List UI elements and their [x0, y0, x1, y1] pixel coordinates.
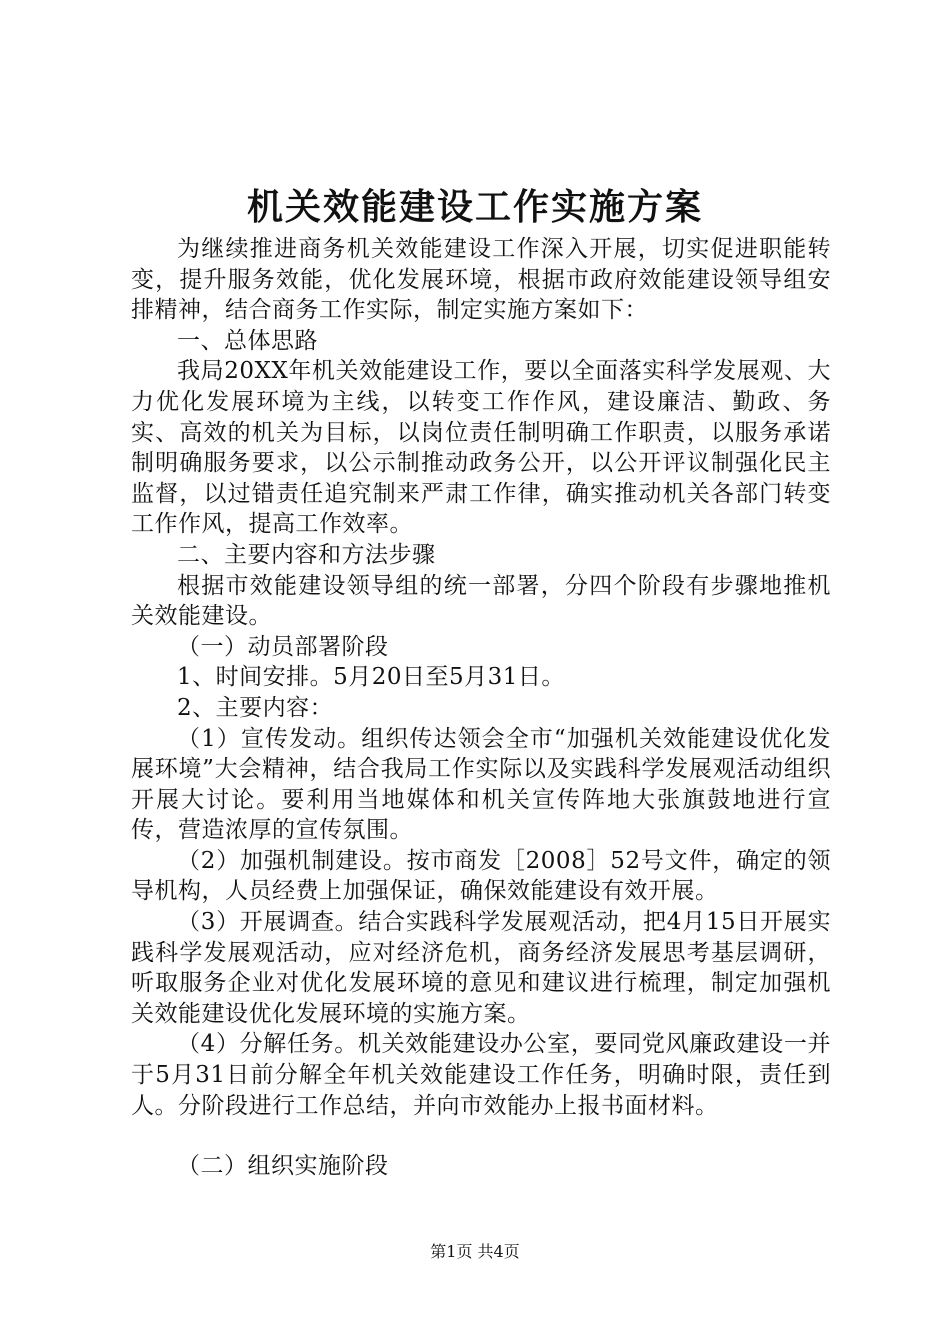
content-paragraph: 根据市效能建设领导组的统一部署，分四个阶段有步骤地推机关效能建设。: [131, 572, 831, 630]
list-item-mechanism: （2）加强机制建设。按市商发［2008］52号文件，确定的领导机构，人员经费上加强保证，确保效能建设有效开展。: [131, 847, 831, 905]
list-item-content: 2、主要内容：: [177, 694, 334, 721]
intro-paragraph: 为继续推进商务机关效能建设工作深入开展，切实促进职能转变，提升服务效能，优化发展环境，根据市政府效能建设领导组安排精神，结合商务工作实际，制定实施方案如下：: [131, 236, 831, 324]
list-item-survey: （3）开展调查。结合实践科学发展观活动，把4月15日开展实践科学发展观活动，应对经济危机，商务经济发展思考基层调研，听取服务企业对优化发展环境的意见和建议进行梳理，制定加强机关效能建设优化发展环境的实施方案。: [131, 909, 831, 1027]
subsection-heading-implementation: （二）组织实施阶段: [177, 1153, 389, 1180]
document-body: [131, 234, 831, 1182]
section-heading-content: 二、主要内容和方法步骤: [177, 541, 436, 568]
page-footer: 第1页 共4页: [430, 1242, 520, 1261]
list-item-tasks: （4）分解任务。机关效能建设办公室，要同党风廉政建设一并于5月31日前分解全年机关效能建设工作任务，明确时限，责任到人。分阶段进行工作总结，并向市效能办上报书面材料。: [131, 1031, 831, 1119]
document-title: 机关效能建设工作实施方案: [246, 187, 703, 228]
overall-paragraph: 我局20XX年机关效能建设工作，要以全面落实科学发展观、大力优化发展环境为主线，以转变工作作风，建设廉洁、勤政、务实、高效的机关为目标，以岗位责任制明确工作职责，以服务承诺制明确服务要求，以公示制推动政务公开，以公开评议制强化民主监督，以过错责任追究制来严肃工作律，确实推动机关各部门转变工作作风，提高工作效率。: [131, 358, 831, 538]
list-item-time: 1、时间安排。5月20日至5月31日。: [177, 664, 565, 691]
subsection-heading-mobilization: （一）动员部署阶段: [177, 633, 389, 660]
list-item-publicity: （1）宣传发动。组织传达领会全市“加强机关效能建设优化发展环境”大会精神，结合我局工作实际以及实践科学发展观活动组织开展大讨论。要利用当地媒体和机关宣传阵地大张旗鼓地进行宣传，营造浓厚的宣传氛围。: [131, 725, 831, 844]
section-heading-overall: 一、总体思路: [177, 327, 318, 354]
